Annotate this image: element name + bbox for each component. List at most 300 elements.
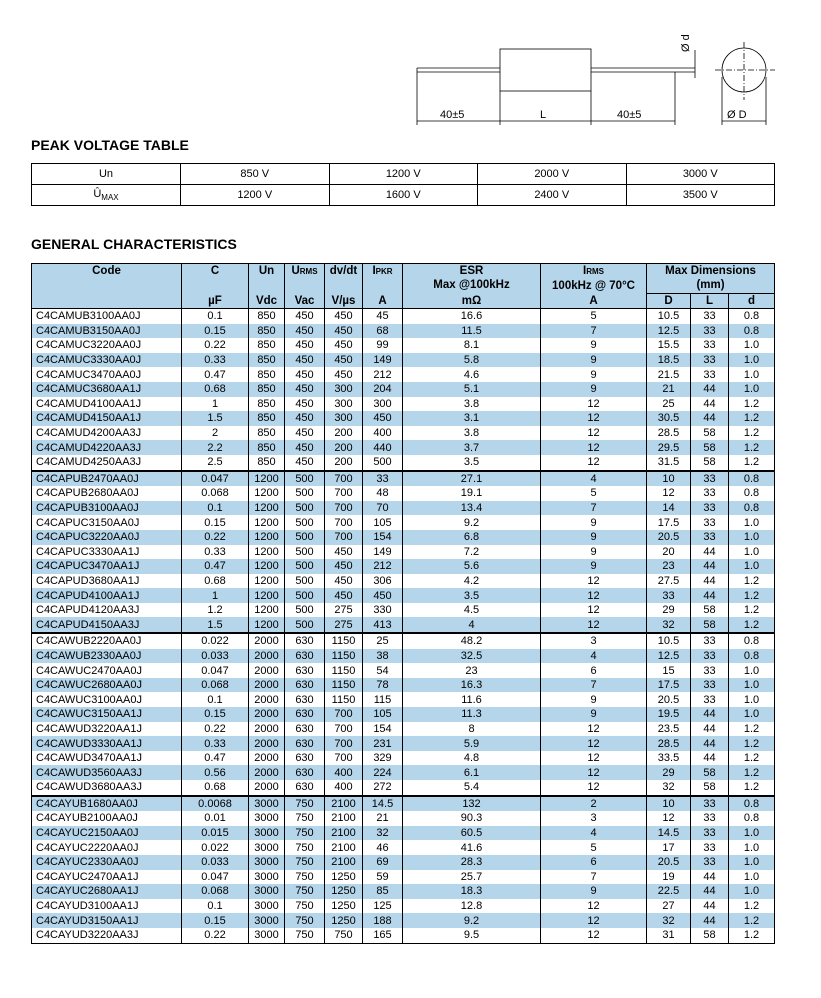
cell: 2000 V [478, 164, 627, 185]
cell: 44 [691, 913, 729, 928]
cell: 12 [541, 574, 647, 589]
cell: 25 [647, 397, 691, 412]
part-code: C4CAMUC3470AA0J [32, 367, 182, 382]
part-code: C4CAYUB1680AA0J [32, 796, 182, 812]
cell: 188 [363, 913, 403, 928]
cell: 12.5 [647, 324, 691, 339]
cell: 850 [249, 324, 285, 339]
cell: 3000 [249, 884, 285, 899]
cell: 12 [541, 440, 647, 455]
table-row [32, 855, 775, 870]
cell: 1250 [325, 899, 363, 914]
cell: 6.8 [403, 530, 541, 545]
cell: 450 [325, 309, 363, 324]
cell: 3000 [249, 855, 285, 870]
cell: 70 [363, 501, 403, 516]
cell: 32 [647, 617, 691, 633]
cell: 750 [285, 870, 325, 885]
cell: 12 [541, 751, 647, 766]
cell: 500 [285, 588, 325, 603]
table-row [32, 501, 775, 516]
cell: 44 [691, 736, 729, 751]
cell: 6 [541, 855, 647, 870]
cell: 5 [541, 840, 647, 855]
cell: 132 [403, 796, 541, 812]
cell: 58 [691, 617, 729, 633]
cell: 450 [285, 426, 325, 441]
cell: 21 [647, 382, 691, 397]
cell: 850 [249, 382, 285, 397]
cell: 2000 [249, 722, 285, 737]
cell: 58 [691, 455, 729, 471]
cell: 33 [691, 324, 729, 339]
cell: 450 [325, 545, 363, 560]
table-row [32, 765, 775, 780]
cell: 78 [363, 678, 403, 693]
cell: 750 [285, 826, 325, 841]
cell: 750 [285, 796, 325, 812]
cell: 149 [363, 353, 403, 368]
cell: 12 [541, 780, 647, 796]
cell: 630 [285, 751, 325, 766]
cell: 32 [647, 913, 691, 928]
cell: 1150 [325, 692, 363, 707]
cell: 1250 [325, 913, 363, 928]
cell: 1.0 [729, 367, 775, 382]
table-row [32, 397, 775, 412]
part-code: C4CAWUB2330AA0J [32, 649, 182, 664]
cell: 1.2 [729, 397, 775, 412]
part-code: C4CAMUC3220AA0J [32, 338, 182, 353]
cell: 1.0 [729, 884, 775, 899]
part-code: C4CAPUD3680AA1J [32, 574, 182, 589]
cell: 850 [249, 353, 285, 368]
cell: 4.5 [403, 603, 541, 618]
cell: 400 [325, 765, 363, 780]
cell: 450 [285, 309, 325, 324]
cell: 3000 V [626, 164, 775, 185]
cell: 23 [403, 663, 541, 678]
cell: 0.22 [182, 530, 249, 545]
cell: 12 [647, 811, 691, 826]
part-code: C4CAYUD3150AA1J [32, 913, 182, 928]
part-code: C4CAPUD4150AA3J [32, 617, 182, 633]
cell: 11.3 [403, 707, 541, 722]
cell: 450 [325, 367, 363, 382]
cell: 2000 [249, 736, 285, 751]
cell: 8.1 [403, 338, 541, 353]
table-row [32, 884, 775, 899]
cell: 12 [541, 617, 647, 633]
cell: 1.0 [729, 353, 775, 368]
cell: 4.6 [403, 367, 541, 382]
cell: 1.0 [729, 692, 775, 707]
col-code: Code [32, 264, 182, 309]
cell: 12 [541, 899, 647, 914]
cell: 58 [691, 928, 729, 943]
cell: 0.47 [182, 367, 249, 382]
cell: 0.15 [182, 707, 249, 722]
cell: 1.0 [729, 530, 775, 545]
cell: 12 [541, 736, 647, 751]
cell: 1.0 [729, 840, 775, 855]
part-code: C4CAWUC3100AA0J [32, 692, 182, 707]
cell: 0.8 [729, 324, 775, 339]
cell: 0.8 [729, 796, 775, 812]
cell: 44 [691, 722, 729, 737]
cell: 31 [647, 928, 691, 943]
cell: 630 [285, 765, 325, 780]
cell: 14.5 [647, 826, 691, 841]
cell: 1200 [249, 574, 285, 589]
cell: 7 [541, 678, 647, 693]
cell: 0.8 [729, 471, 775, 487]
cell: 0.015 [182, 826, 249, 841]
unit-un: Vdc [249, 294, 285, 309]
un-row [32, 164, 775, 185]
table-row [32, 913, 775, 928]
cell: 9 [541, 515, 647, 530]
cell: 300 [325, 397, 363, 412]
cell: 44 [691, 559, 729, 574]
cell: 18.5 [647, 353, 691, 368]
cell: 33 [691, 840, 729, 855]
cell: 630 [285, 736, 325, 751]
cell: 1200 [249, 588, 285, 603]
table-row [32, 545, 775, 560]
part-code: C4CAWUD3680AA3J [32, 780, 182, 796]
cell: 3.8 [403, 397, 541, 412]
cell: 450 [285, 382, 325, 397]
cell: 1200 [249, 617, 285, 633]
part-code: C4CAYUC2470AA1J [32, 870, 182, 885]
umax-subscript: MAX [101, 193, 119, 203]
part-code: C4CAYUD3220AA3J [32, 928, 182, 943]
part-code: C4CAPUC3220AA0J [32, 530, 182, 545]
cell: 5.8 [403, 353, 541, 368]
cell: 29 [647, 603, 691, 618]
cell: 165 [363, 928, 403, 943]
cell: 1.2 [729, 913, 775, 928]
cell: 12 [541, 455, 647, 471]
cell: 6 [541, 663, 647, 678]
cell: 450 [285, 353, 325, 368]
cell: 33 [691, 796, 729, 812]
table-row [32, 678, 775, 693]
cell: 31.5 [647, 455, 691, 471]
table-row [32, 811, 775, 826]
cell: 700 [325, 722, 363, 737]
cell: 3000 [249, 899, 285, 914]
cell: 1.0 [729, 663, 775, 678]
cell: 33 [691, 678, 729, 693]
cell: 20 [647, 545, 691, 560]
cell: 1.2 [729, 574, 775, 589]
cell: 630 [285, 633, 325, 649]
cell: 850 [249, 411, 285, 426]
cell: 2000 [249, 780, 285, 796]
cell: 500 [285, 617, 325, 633]
part-code: C4CAYUC2680AA1J [32, 884, 182, 899]
table-row [32, 736, 775, 751]
umax-row [32, 185, 775, 206]
cell: 0.1 [182, 692, 249, 707]
cell: 0.33 [182, 736, 249, 751]
cell: 0.1 [182, 309, 249, 324]
cell: 32 [647, 780, 691, 796]
cell: 500 [285, 486, 325, 501]
cell: 0.22 [182, 722, 249, 737]
unit-dvdt: V/µs [325, 294, 363, 309]
cell: 0.1 [182, 899, 249, 914]
cell: 12 [541, 397, 647, 412]
unit-urms: Vac [285, 294, 325, 309]
part-code: C4CAWUD3560AA3J [32, 765, 182, 780]
part-code: C4CAWUD3220AA1J [32, 722, 182, 737]
cell: 1150 [325, 663, 363, 678]
cell: 32.5 [403, 649, 541, 664]
cell: 16.3 [403, 678, 541, 693]
cell: 9 [541, 707, 647, 722]
cell: 450 [325, 324, 363, 339]
cell: 275 [325, 603, 363, 618]
cell: 500 [285, 471, 325, 487]
cell: 750 [285, 840, 325, 855]
table-row [32, 471, 775, 487]
cell: 1200 [249, 545, 285, 560]
cell: 44 [691, 751, 729, 766]
cell: 44 [691, 870, 729, 885]
cell: 25 [363, 633, 403, 649]
cell: 500 [285, 559, 325, 574]
col-dim-D: D [647, 294, 691, 309]
umax-symbol: Û [93, 187, 102, 200]
table-row [32, 603, 775, 618]
table-row [32, 515, 775, 530]
cell: 750 [285, 899, 325, 914]
part-code: C4CAWUD3330AA1J [32, 736, 182, 751]
cell: 12 [541, 426, 647, 441]
cell: 2000 [249, 663, 285, 678]
cell: 9 [541, 530, 647, 545]
cell: 850 [249, 367, 285, 382]
cell: 12 [541, 928, 647, 943]
cell: 0.15 [182, 515, 249, 530]
table-row [32, 796, 775, 812]
cell: 99 [363, 338, 403, 353]
cell: 400 [325, 780, 363, 796]
col-max-dimensions: Max Dimensions (mm) [647, 264, 775, 294]
cell: 3000 [249, 870, 285, 885]
table-row [32, 309, 775, 324]
cell: 33 [691, 486, 729, 501]
cell: 17.5 [647, 515, 691, 530]
cell: 1.2 [729, 722, 775, 737]
cell: 7.2 [403, 545, 541, 560]
cell: 19.1 [403, 486, 541, 501]
cell: 2000 [249, 633, 285, 649]
table-row [32, 455, 775, 471]
cell: 33 [691, 826, 729, 841]
cell: 4 [541, 826, 647, 841]
cell: 1600 V [329, 185, 478, 206]
cell: 700 [325, 515, 363, 530]
cell: 125 [363, 899, 403, 914]
part-code: C4CAMUB3100AA0J [32, 309, 182, 324]
table-row [32, 899, 775, 914]
cell: 14 [647, 501, 691, 516]
cell: 1.2 [729, 751, 775, 766]
cell: 1.0 [729, 855, 775, 870]
cell: 1.0 [729, 678, 775, 693]
cell: 12.5 [647, 649, 691, 664]
body-length-label: L [540, 109, 547, 121]
cell: 28.5 [647, 736, 691, 751]
cell: 10.5 [647, 633, 691, 649]
cell: 44 [691, 545, 729, 560]
cell: 400 [363, 426, 403, 441]
cell: 30.5 [647, 411, 691, 426]
cell: 1.2 [729, 426, 775, 441]
lead-right-length: 40±5 [617, 109, 642, 121]
cell: 10.5 [647, 309, 691, 324]
table-row [32, 559, 775, 574]
table-row [32, 617, 775, 633]
cell: 700 [325, 707, 363, 722]
cell: 450 [285, 338, 325, 353]
cell: 3000 [249, 928, 285, 943]
cell: 9.5 [403, 928, 541, 943]
cell: 19 [647, 870, 691, 885]
cell: 0.8 [729, 811, 775, 826]
cell: 300 [325, 411, 363, 426]
cell: 33 [691, 663, 729, 678]
cell: 33 [691, 811, 729, 826]
cell: 630 [285, 692, 325, 707]
cell: 58 [691, 603, 729, 618]
cell: 1.0 [729, 515, 775, 530]
cell: 3000 [249, 796, 285, 812]
cell: 4.8 [403, 751, 541, 766]
cell: 500 [363, 455, 403, 471]
cell: 1.2 [729, 588, 775, 603]
cell: 58 [691, 765, 729, 780]
col-ipkr: IPKR [363, 264, 403, 294]
cell: 500 [285, 603, 325, 618]
cell: 700 [325, 501, 363, 516]
cell: 1200 [249, 559, 285, 574]
cell: 2 [182, 426, 249, 441]
cell: 1.2 [729, 765, 775, 780]
table-row [32, 840, 775, 855]
cell: 1.2 [729, 603, 775, 618]
cell: 1200 [249, 530, 285, 545]
cell: 69 [363, 855, 403, 870]
cell: 0.068 [182, 678, 249, 693]
cell: 33 [691, 633, 729, 649]
cell: 1200 [249, 515, 285, 530]
cell: 115 [363, 692, 403, 707]
cell: 0.8 [729, 486, 775, 501]
cell: 212 [363, 367, 403, 382]
cell: 329 [363, 751, 403, 766]
cell: 27.1 [403, 471, 541, 487]
cell: 1200 [249, 471, 285, 487]
unit-ipkr: A [363, 294, 403, 309]
lead-left-length: 40±5 [440, 109, 465, 121]
cell: 440 [363, 440, 403, 455]
cell: 33 [647, 588, 691, 603]
cell: 306 [363, 574, 403, 589]
cell: 0.47 [182, 751, 249, 766]
part-code: C4CAYUD3100AA1J [32, 899, 182, 914]
cell: 1.2 [729, 440, 775, 455]
cell: 33 [691, 692, 729, 707]
cell: 6.1 [403, 765, 541, 780]
cell: 850 [249, 338, 285, 353]
part-code: C4CAWUC2470AA0J [32, 663, 182, 678]
cell: 850 [249, 309, 285, 324]
cell: 5.4 [403, 780, 541, 796]
cell: 9 [541, 692, 647, 707]
cell: 44 [691, 574, 729, 589]
cell: 450 [325, 353, 363, 368]
cell: 1.2 [729, 780, 775, 796]
cell: 1.0 [729, 545, 775, 560]
cell: 0.068 [182, 486, 249, 501]
cell: 9 [541, 545, 647, 560]
table-row [32, 411, 775, 426]
cell: 33 [691, 471, 729, 487]
cell: 48.2 [403, 633, 541, 649]
table-row [32, 928, 775, 943]
part-code: C4CAPUD4100AA1J [32, 588, 182, 603]
cell: 9 [541, 559, 647, 574]
cell: 33 [691, 649, 729, 664]
cell: 33 [691, 530, 729, 545]
body-diameter-label: Ø D [727, 109, 747, 121]
cell: 300 [325, 382, 363, 397]
cell: 0.15 [182, 324, 249, 339]
table-row [32, 440, 775, 455]
cell: 0.047 [182, 663, 249, 678]
cell: 275 [325, 617, 363, 633]
cell: 450 [325, 338, 363, 353]
cell: 33 [691, 353, 729, 368]
cell: 0.0068 [182, 796, 249, 812]
cell: 200 [325, 455, 363, 471]
cell: 9 [541, 338, 647, 353]
cell: 5 [541, 309, 647, 324]
cell: 1.5 [182, 617, 249, 633]
cell: 1.0 [729, 826, 775, 841]
cell: 33 [691, 501, 729, 516]
cell: 7 [541, 324, 647, 339]
part-code: C4CAMUB3150AA0J [32, 324, 182, 339]
cell: 450 [285, 455, 325, 471]
cell: 68 [363, 324, 403, 339]
cell: 58 [691, 780, 729, 796]
cell: 750 [285, 811, 325, 826]
table-row [32, 588, 775, 603]
cell: 3.5 [403, 588, 541, 603]
cell: 15 [647, 663, 691, 678]
cell: 212 [363, 559, 403, 574]
part-code: C4CAPUC3470AA1J [32, 559, 182, 574]
cell: 29 [647, 765, 691, 780]
cell: 500 [285, 574, 325, 589]
cell: 12 [541, 913, 647, 928]
